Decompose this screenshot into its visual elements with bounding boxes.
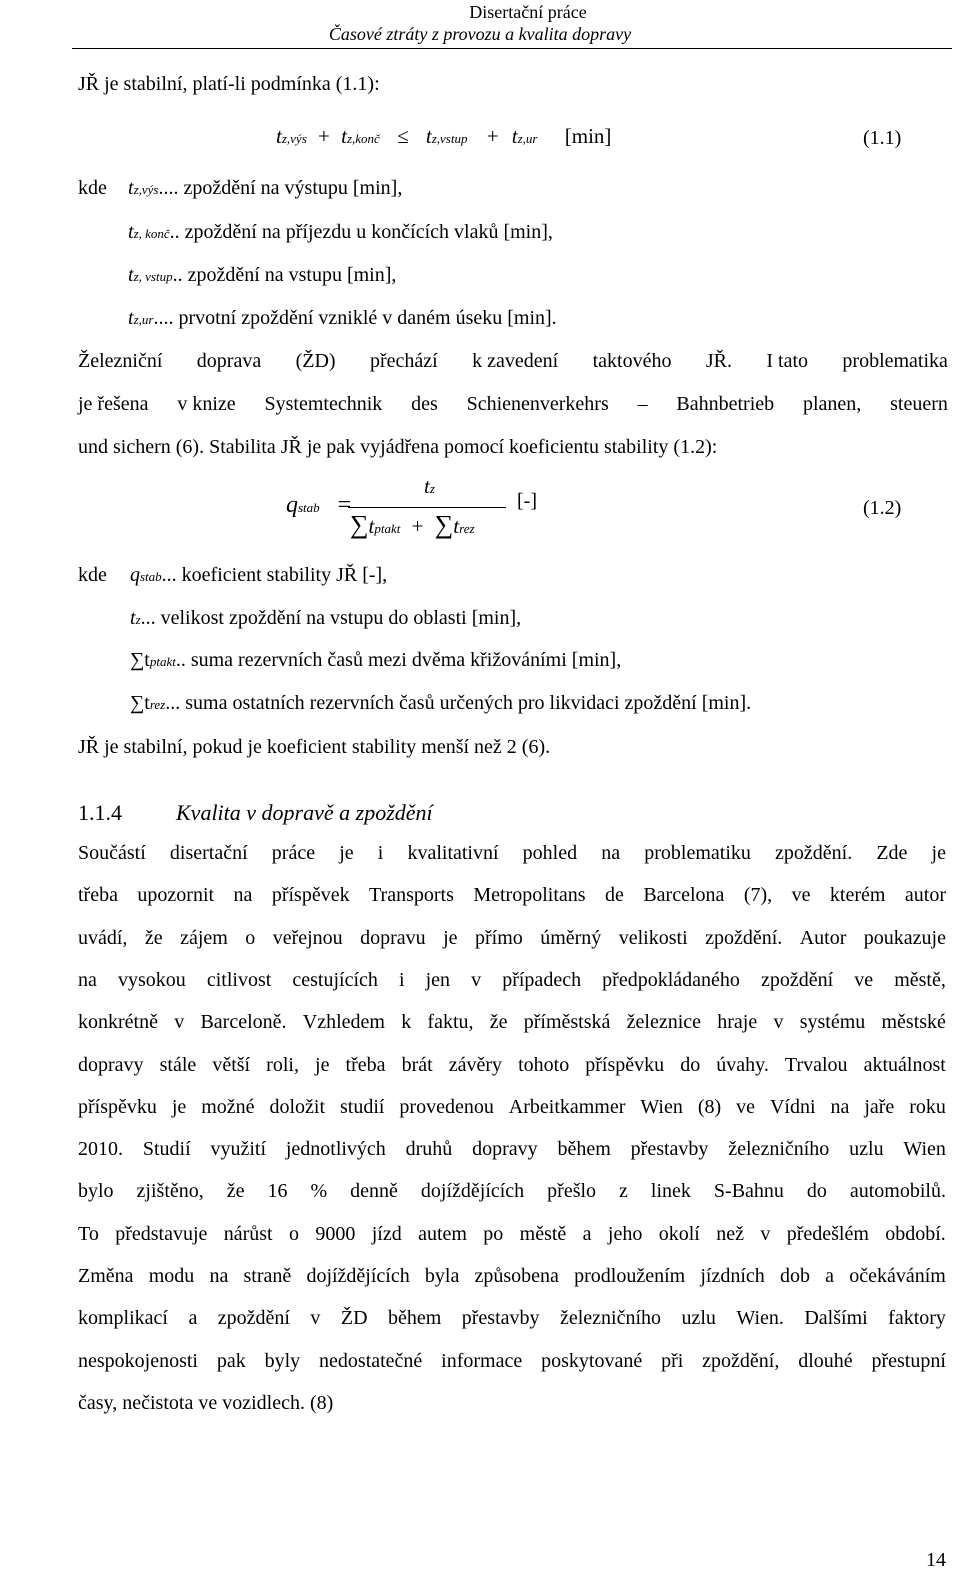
eq1-leq: ≤ <box>397 124 409 148</box>
body-word: přestupní <box>871 1350 946 1372</box>
body-word: uzlu <box>681 1307 716 1329</box>
body-word: že <box>144 927 163 949</box>
body-word: z <box>619 1180 628 1202</box>
body-word: 16 <box>267 1180 288 1202</box>
body-word: uzlu <box>849 1138 884 1160</box>
body-word: (7), <box>743 884 773 906</box>
body-word: hraje <box>717 1011 758 1033</box>
defs1-kde: kde <box>78 177 107 199</box>
body-word: dopravy <box>472 1138 538 1160</box>
body-line <box>78 970 946 990</box>
body-word: ve <box>736 1096 755 1118</box>
body-word: denně <box>350 1180 398 1202</box>
body-word: městě <box>519 1223 567 1245</box>
body-word: jen <box>425 969 451 991</box>
body-word: autor <box>904 884 946 906</box>
body-word: Transports <box>369 884 454 906</box>
para1-line-2: je řešena v knize Systemtechnik des Schienenverkehrs – Bahnbetrieb planen, steuern <box>78 393 948 415</box>
body-word: modu <box>148 1265 195 1287</box>
para1-line-1: Železniční doprava (ŽD) přechází k zavedení taktového JŘ. I tato problematika <box>78 350 948 372</box>
body-word: poukazuje <box>863 927 946 949</box>
body-word: během <box>557 1138 611 1160</box>
body-word: přešlo <box>547 1180 597 1202</box>
body-line: časy, nečistota ve vozidlech. (8) <box>78 1392 334 1414</box>
body-word: Změna <box>78 1265 134 1287</box>
eq2-denominator: ∑tptakt + ∑trez <box>350 510 475 539</box>
eq2-unit: [-] <box>517 490 537 512</box>
body-word: de <box>604 884 624 906</box>
body-word: provedenou <box>399 1096 494 1118</box>
body-word: ve <box>791 884 811 906</box>
eq1-term1-sub: z,výs <box>281 131 307 146</box>
body-word: jeho <box>607 1223 643 1245</box>
body-word: v <box>760 1223 771 1245</box>
para1-line-3: und sichern (6). Stabilita JŘ je pak vyjádřena pomocí koeficientu stability (1.2): <box>78 436 718 458</box>
body-word: vysokou <box>117 969 186 991</box>
body-line <box>78 1181 946 1201</box>
body-word: nárůst <box>223 1223 273 1245</box>
body-word: do <box>680 1054 701 1076</box>
body-word: příspěvek <box>271 884 350 906</box>
body-word: byly <box>264 1350 301 1372</box>
body-line <box>78 1224 946 1244</box>
header-rule <box>72 48 952 49</box>
body-word: do <box>806 1180 827 1202</box>
header-subtitle: Časové ztráty z provozu a kvalita dopravy <box>328 24 632 44</box>
body-word: na <box>233 884 253 906</box>
def1-item-2: tz, konč.. zpoždění na příjezdu u končících vlaků [min], <box>128 221 553 243</box>
conclusion-text: JŘ je stabilní, pokud je koeficient stability menší než 2 (6). <box>78 736 551 758</box>
body-word: po <box>483 1223 504 1245</box>
body-word: a <box>825 1265 835 1287</box>
section-number: 1.1.4 <box>78 800 122 825</box>
body-word: dopravy <box>78 1054 144 1076</box>
body-word: Barcelona <box>643 884 725 906</box>
body-word: zpoždění. <box>705 927 783 949</box>
body-word: Vídni <box>769 1096 816 1118</box>
body-word: roli, <box>266 1054 299 1076</box>
body-word: o <box>245 927 256 949</box>
body-word: železničního <box>728 1138 830 1160</box>
body-word: poskytované <box>541 1350 643 1372</box>
body-word: Metropolitans <box>473 884 586 906</box>
eq1-term3-sub: z,vstup <box>431 131 468 146</box>
body-word: komplikací <box>78 1307 168 1329</box>
body-word: pohled <box>522 842 578 864</box>
body-word: informace <box>441 1350 523 1372</box>
body-word: konkrétně <box>78 1011 158 1033</box>
body-word: dob <box>779 1265 810 1287</box>
body-word: citlivost <box>206 969 272 991</box>
body-word: městské <box>881 1011 946 1033</box>
body-word: i <box>377 842 384 864</box>
body-word: zpoždění. <box>775 842 853 864</box>
def2-item-1: qstab... koeficient stability JŘ [-], <box>130 564 388 586</box>
body-word: dojíždějících <box>306 1265 410 1287</box>
def2-item-4: ∑trez... suma ostatních rezervních časů určených pro likvidaci zpoždění [min]. <box>130 692 752 714</box>
body-line <box>78 1351 946 1371</box>
body-word: byla <box>424 1265 460 1287</box>
body-word: disertační <box>169 842 248 864</box>
body-word: problematiku <box>644 842 751 864</box>
body-word: je <box>339 842 354 864</box>
body-word: jednotlivých <box>285 1138 386 1160</box>
body-word: pak <box>216 1350 246 1372</box>
body-line <box>78 1266 946 1286</box>
body-line <box>78 1097 946 1117</box>
body-word: úměrný <box>540 927 602 949</box>
equation-number-1-1: (1.1) <box>863 127 902 149</box>
body-word: 2010. <box>78 1138 123 1160</box>
body-word: možné <box>201 1096 255 1118</box>
body-word: kterém <box>829 884 886 906</box>
eq1-plus: + <box>318 124 330 148</box>
body-word: příspěvku <box>585 1054 665 1076</box>
body-word: zájem <box>180 927 228 949</box>
body-word: upozornit <box>137 884 215 906</box>
body-word: železnice <box>626 1011 702 1033</box>
body-word: způsobena <box>474 1265 559 1287</box>
eq2-numerator: tz <box>424 474 435 498</box>
body-word: Arbeitkammer <box>508 1096 626 1118</box>
eq2-fraction-bar <box>348 507 506 508</box>
body-word: jízdních <box>700 1265 765 1287</box>
body-line <box>78 1055 946 1075</box>
body-word: dlouhé <box>798 1350 853 1372</box>
body-word: prodloužením <box>574 1265 686 1287</box>
def1-item-1: tz,výs.... zpoždění na výstupu [min], <box>128 177 403 199</box>
body-word: v <box>310 1307 321 1329</box>
body-word: předpokládaného <box>602 969 740 991</box>
body-word: 9000 <box>315 1223 356 1245</box>
body-word: k <box>401 1011 412 1033</box>
body-word: druhů <box>405 1138 453 1160</box>
body-word: zjištěno, <box>136 1180 204 1202</box>
body-word: přímo <box>474 927 523 949</box>
body-word: během <box>388 1307 442 1329</box>
body-line <box>78 885 946 905</box>
body-word: stále <box>159 1054 197 1076</box>
body-word: dojíždějících <box>420 1180 525 1202</box>
body-word: na <box>78 969 97 991</box>
body-word: faktu, <box>427 1011 474 1033</box>
body-word: očekáváním <box>849 1265 946 1287</box>
body-word: a <box>582 1223 592 1245</box>
body-word: a <box>188 1307 198 1329</box>
body-word: případech <box>502 969 582 991</box>
equation-1-1: tz,výs + tz,konč ≤ tz,vstup + tz,ur [min] <box>276 124 612 148</box>
body-word: Autor <box>799 927 847 949</box>
body-word: přestavby <box>630 1138 709 1160</box>
body-word: dopravu <box>360 927 426 949</box>
body-word: na <box>830 1096 850 1118</box>
body-word: je <box>171 1096 187 1118</box>
body-word: brát <box>401 1054 433 1076</box>
intro-text: JŘ je stabilní, platí-li podmínka (1.1): <box>78 73 380 95</box>
body-word: období. <box>885 1223 946 1245</box>
body-word: i <box>398 969 405 991</box>
body-word: městě, <box>894 969 946 991</box>
body-word: okolí <box>658 1223 700 1245</box>
body-word: Dalšími <box>804 1307 868 1329</box>
body-line <box>78 928 946 948</box>
body-word: Wien. <box>736 1307 784 1329</box>
body-line <box>78 1139 946 1159</box>
body-line <box>78 1308 946 1328</box>
body-word: Wien <box>903 1138 946 1160</box>
body-word: veřejnou <box>272 927 343 949</box>
def1-item-4: tz,ur.... prvotní zpoždění vzniklé v daném úseku [min]. <box>128 307 557 329</box>
def1-item-3: tz, vstup.. zpoždění na vstupu [min], <box>128 264 397 286</box>
body-word: v <box>773 1011 784 1033</box>
body-word: linek <box>650 1180 691 1202</box>
def2-item-2: tz... velikost zpoždění na vstupu do oblasti [min], <box>130 607 522 629</box>
equation-number-1-2: (1.2) <box>863 497 902 519</box>
section-title: Kvalita v dopravě a zpoždění <box>176 800 433 825</box>
body-word: Zde <box>876 842 908 864</box>
body-word: uvádí, <box>78 927 128 949</box>
body-word: než <box>716 1223 744 1245</box>
body-word: To <box>78 1223 99 1245</box>
body-word: železničního <box>559 1307 662 1329</box>
body-word: tohoto <box>518 1054 570 1076</box>
body-word: v <box>174 1011 185 1033</box>
body-word: aktuálnost <box>863 1054 946 1076</box>
body-word: ve <box>854 969 874 991</box>
body-word: úvahy. <box>716 1054 769 1076</box>
body-word: kvalitativní <box>407 842 499 864</box>
body-word: roku <box>909 1096 946 1118</box>
body-word: zpoždění <box>217 1307 290 1329</box>
body-word: studií <box>340 1096 385 1118</box>
body-word: faktory <box>888 1307 946 1329</box>
eq1-unit: [min] <box>564 124 612 148</box>
body-word: je <box>443 927 458 949</box>
eq1-term4-sub: z,ur <box>517 131 538 146</box>
body-word: práce <box>271 842 316 864</box>
body-word: doložit <box>269 1096 326 1118</box>
body-word: systému <box>799 1011 866 1033</box>
body-word: příspěvku <box>78 1096 157 1118</box>
body-word: závěry <box>448 1054 503 1076</box>
body-word: velikosti <box>618 927 688 949</box>
body-word: využití <box>210 1138 266 1160</box>
body-word: straně <box>243 1265 292 1287</box>
body-word: Wien <box>640 1096 683 1118</box>
body-word: zpoždění, <box>702 1350 780 1372</box>
body-word: automobilů. <box>849 1180 946 1202</box>
body-word: přestavby <box>461 1307 540 1329</box>
body-word: že <box>489 1011 508 1033</box>
body-word: představuje <box>115 1223 208 1245</box>
body-word: třeba <box>345 1054 386 1076</box>
body-word: Vzhledem <box>302 1011 385 1033</box>
body-word: na <box>209 1265 229 1287</box>
body-line <box>78 843 946 863</box>
body-word: že <box>226 1180 245 1202</box>
body-word: bylo <box>78 1180 114 1202</box>
body-word: nedostatečné <box>319 1350 423 1372</box>
body-word: v <box>471 969 482 991</box>
body-word: S-Bahnu <box>713 1180 784 1202</box>
header-title: Disertační práce <box>469 2 587 22</box>
body-word: při <box>661 1350 684 1372</box>
body-word: o <box>288 1223 299 1245</box>
body-word: Studií <box>142 1138 191 1160</box>
eq1-plus2: + <box>486 124 499 148</box>
body-word: je <box>315 1054 330 1076</box>
body-word: větší <box>212 1054 251 1076</box>
body-word: Trvalou <box>784 1054 848 1076</box>
eq1-term2-sub: z,konč <box>346 131 380 146</box>
body-word: na <box>601 842 621 864</box>
body-word: (8) <box>697 1096 722 1118</box>
defs2-kde: kde <box>78 564 107 586</box>
body-word: Barceloně. <box>200 1011 287 1033</box>
body-word: autem <box>418 1223 467 1245</box>
def2-item-3: ∑tptakt.. suma rezervních časů mezi dvěma křižováními [min], <box>130 649 622 671</box>
body-word: třeba <box>78 884 118 906</box>
body-word: nespokojenosti <box>78 1350 198 1372</box>
body-word: % <box>310 1180 328 1202</box>
body-word: je <box>931 842 946 864</box>
body-word: předešlém <box>786 1223 869 1245</box>
body-word: cestujících <box>292 969 378 991</box>
eq2-lhs: qstab = <box>286 492 352 518</box>
body-word: příměstská <box>523 1011 611 1033</box>
body-word: zpoždění <box>760 969 834 991</box>
body-word: jaře <box>864 1096 895 1118</box>
body-line <box>78 1012 946 1032</box>
body-word: ŽD <box>340 1307 368 1329</box>
page-number: 14 <box>926 1549 946 1571</box>
body-word: jízd <box>371 1223 402 1245</box>
body-word: Součástí <box>78 842 146 864</box>
